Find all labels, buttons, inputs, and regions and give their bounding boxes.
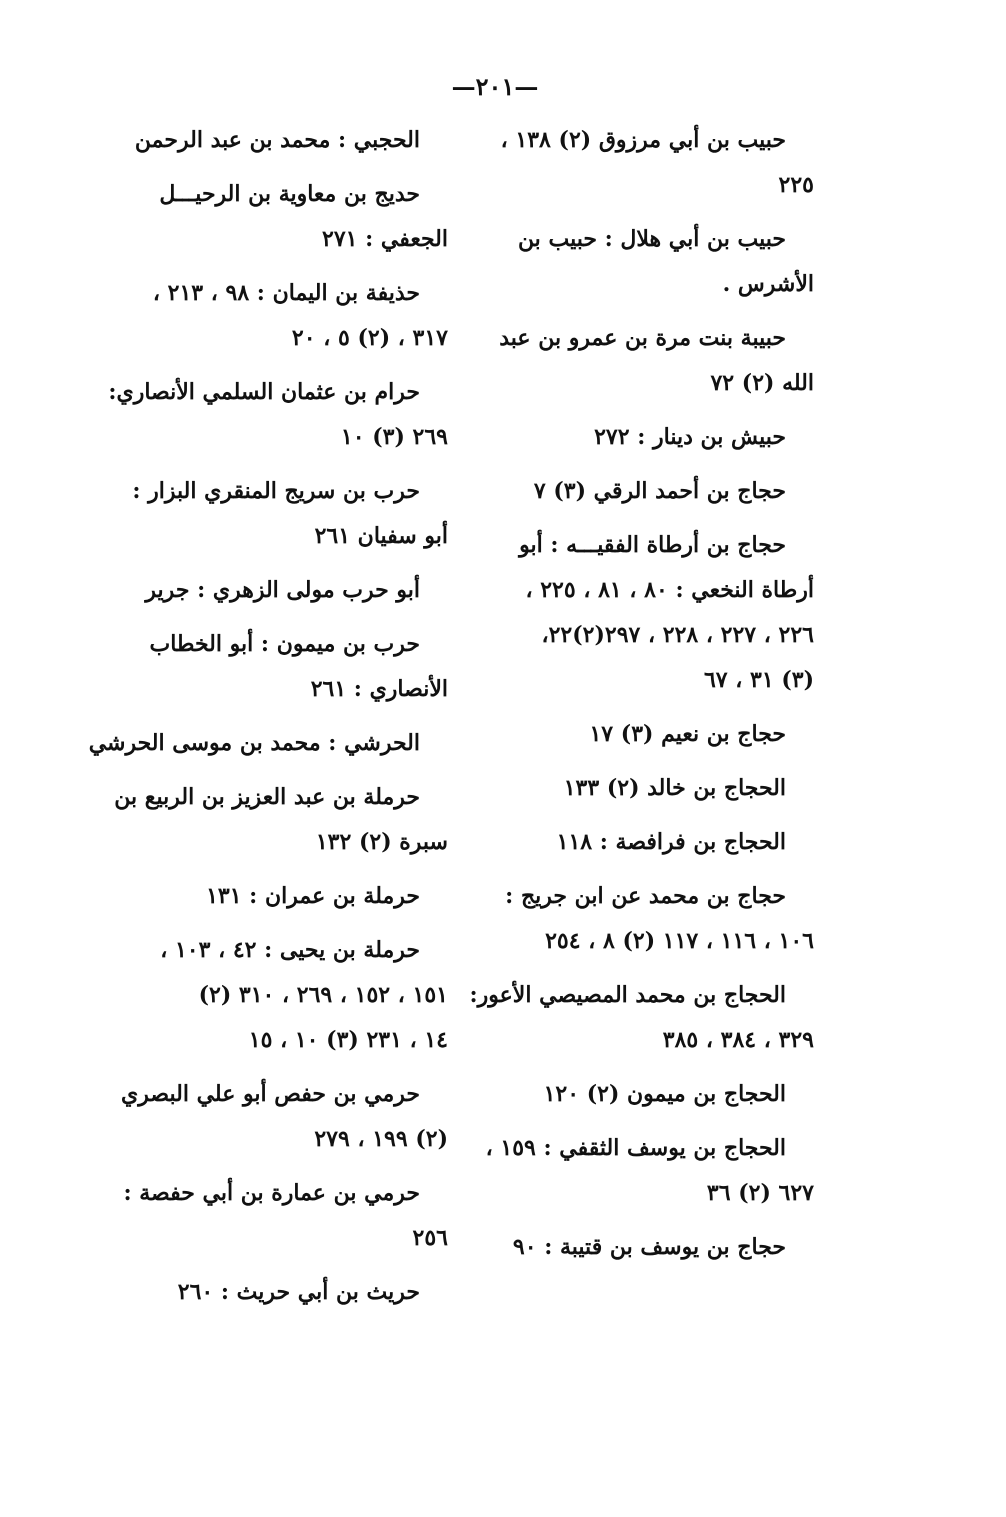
index-entry: [158, 172, 448, 262]
index-entry: [114, 775, 448, 865]
index-entry: [108, 370, 448, 460]
index-entry-continuation: ١٥١ ، ١٥٢ ، ٢٦٩ ، ٣١٠ (٢): [198, 982, 448, 1008]
index-entry: [469, 973, 814, 1063]
index-entry: [88, 721, 448, 766]
index-entry-continuation: ٢٦٩ (٣) ١٠: [340, 424, 448, 450]
index-entry-heading: حريث بن أبي حريث : ٢٦٠: [177, 1279, 420, 1305]
index-entry-heading: حبيش بن دينار : ٢٧٢: [594, 424, 786, 450]
index-entry-heading: الحجاج بن يوسف الثقفي : ١٥٩ ،: [485, 1135, 786, 1161]
index-entry: [509, 712, 814, 757]
index-entry-heading: حبيب بن أبي مرزوق (٢) ١٣٨ ،: [500, 127, 786, 153]
index-entry-heading: حرب بن سريج المنقري البزار :: [132, 478, 420, 504]
index-entry: [509, 820, 814, 865]
index-entry: [509, 766, 814, 811]
index-entry-continuation: ٣١٧ ، (٢) ٥ ، ٢٠: [291, 325, 448, 351]
index-entry-continuation: ١٠٦ ، ١١٦ ، ١١٧ (٢) ٨ ، ٢٥٤: [545, 928, 814, 954]
index-entry-heading: أبو حرب مولى الزهري : جرير: [145, 577, 420, 603]
index-entry-heading: الحجاج بن فرافصة : ١١٨: [556, 829, 786, 855]
index-entry-heading: حرملة بن يحيى : ٤٢ ، ١٠٣ ،: [160, 937, 420, 963]
index-entry-heading: حجاج بن أحمد الرقي (٣) ٧: [533, 478, 786, 504]
index-entry-heading: الحرشي : محمد بن موسى الحرشي: [88, 730, 420, 756]
index-entry: [121, 1072, 448, 1162]
index-entry-heading: حجاج بن نعيم (٣) ١٧: [589, 721, 786, 747]
index-entry-heading: حجاج بن محمد عن ابن جريج :: [505, 883, 786, 909]
index-entry: [509, 415, 814, 460]
index-entry: [509, 523, 814, 703]
index-entry-continuation: ٦٢٧ (٢) ٣٦: [706, 1180, 814, 1206]
index-entry: [509, 1225, 814, 1270]
index-entry: [158, 928, 448, 1063]
index-entry-heading: حبيب بن أبي هلال : حبيب بن: [517, 226, 786, 252]
index-entry-continuation: (٢) ١٩٩ ، ٢٧٩: [314, 1126, 448, 1152]
index-entry-continuation: أرطاة النخعي : ٨٠ ، ٨١ ، ٢٢٥ ،: [525, 577, 814, 603]
index-entry-continuation: الأشرس .: [722, 271, 814, 297]
index-entry-heading: حرام بن عثمان السلمي الأنصاري:: [108, 379, 420, 405]
index-entry-continuation: الله (٢) ٧٢: [710, 370, 814, 396]
index-entry-heading: الحجاج بن خالد (٢) ١٣٣: [563, 775, 786, 801]
index-entry: [509, 1072, 814, 1117]
index-entry: [505, 874, 814, 964]
index-entry-heading: حديج بن معاوية بن الرحيـــل: [159, 181, 420, 207]
index-entry-continuation: (٣) ٣١ ، ٦٧: [703, 667, 814, 693]
index-entry: [158, 874, 448, 919]
index-entry-continuation: ١٤ ، ٢٣١ (٣) ١٠ ، ١٥: [248, 1027, 448, 1053]
index-entry-continuation: أبو سفيان ٢٦١: [314, 523, 448, 549]
index-entry: [123, 1171, 448, 1261]
index-entry: [499, 316, 814, 406]
index-entry: [132, 469, 448, 559]
index-entry-heading: حرملة بن عمران : ١٣١: [206, 883, 420, 909]
index-entry: [509, 469, 814, 514]
index-entry-heading: حجاج بن أرطاة الفقيـــه : أبو: [519, 532, 786, 558]
index-column-right: [469, 118, 814, 1279]
page-number: —٢٠١—: [451, 72, 539, 101]
index-entry-continuation: ٢٢٦ ، ٢٢٧ ، ٢٢٨ ، ٢٩٧(٢)٢٢،: [541, 622, 814, 648]
index-entry-heading: حرمي بن عمارة بن أبي حفصة :: [123, 1180, 420, 1206]
index-entry: [134, 118, 448, 163]
index-entry-heading: الحجبي : محمد بن عبد الرحمن: [134, 127, 420, 153]
index-entry-heading: الحجاج بن ميمون (٢) ١٢٠: [543, 1081, 786, 1107]
index-entry: [145, 568, 448, 613]
index-entry-continuation: سبرة (٢) ١٣٢: [315, 829, 448, 855]
index-entry: [158, 1270, 448, 1315]
index-entry-heading: حبيبة بنت مرة بن عمرو بن عبد: [499, 325, 786, 351]
index-entry-continuation: الأنصاري : ٢٦١: [310, 676, 448, 702]
index-entry-continuation: ٣٢٩ ، ٣٨٤ ، ٣٨٥: [662, 1027, 814, 1053]
index-entry-continuation: الجعفي : ٢٧١: [322, 226, 448, 252]
index-entry-heading: حرملة بن عبد العزيز بن الربيع بن: [114, 784, 420, 810]
index-entry-heading: حرمي بن حفص أبو علي البصري: [121, 1081, 420, 1107]
index-entry-heading: حذيفة بن اليمان : ٩٨ ، ٢١٣ ،: [152, 280, 420, 306]
index-entry: [500, 118, 814, 208]
index-entry: [152, 271, 448, 361]
index-entry-continuation: ٢٥٦: [412, 1225, 448, 1251]
index-entry: [509, 217, 814, 307]
index-entry: [149, 622, 448, 712]
index-entry-heading: الحجاج بن محمد المصيصي الأعور:: [469, 982, 786, 1008]
index-entry-heading: حرب بن ميمون : أبو الخطاب: [149, 631, 420, 657]
index-entry-heading: حجاج بن يوسف بن قتيبة : ٩٠: [512, 1234, 786, 1260]
index-entry-continuation: ٢٢٥: [778, 172, 814, 198]
index-column-left: [88, 118, 448, 1324]
index-entry: [485, 1126, 814, 1216]
